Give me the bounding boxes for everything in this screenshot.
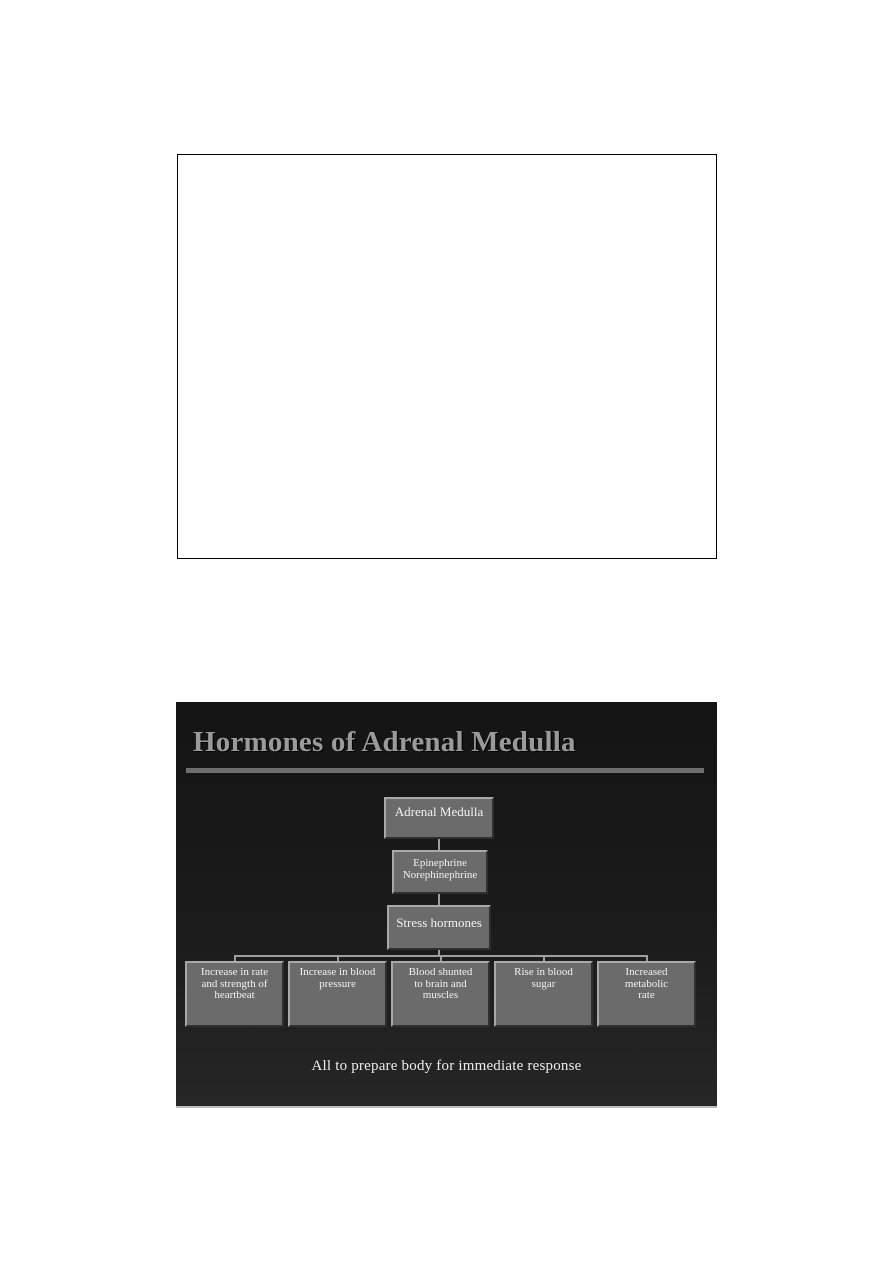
title-divider <box>186 768 704 773</box>
node-stress-hormones-label: Stress hormones <box>396 915 482 930</box>
effect-line: rate <box>638 989 655 1002</box>
node-hormone-line-1: Epinephrine <box>413 857 467 869</box>
effect-line: and strength of <box>201 977 268 990</box>
node-adrenal-medulla <box>384 797 494 839</box>
node-effect-blood-pressure <box>288 961 387 1027</box>
node-stress-hormones <box>387 905 491 950</box>
node-effect-blood-sugar <box>494 961 593 1027</box>
slide-title: Hormones of Adrenal Medulla <box>193 726 576 758</box>
effect-line: muscles <box>422 989 459 1002</box>
effect-line: sugar <box>531 977 556 990</box>
connector-root-hormones <box>438 839 440 850</box>
effect-line: metabolic <box>624 977 669 990</box>
node-effect-blood-shunted <box>391 961 490 1027</box>
node-hormone-line-2: Norephinephrine <box>402 868 478 881</box>
effect-line: to brain and <box>414 977 467 990</box>
slide-footer-text: All to prepare body for immediate response <box>311 1058 582 1074</box>
effect-line: heartbeat <box>214 989 255 1002</box>
node-effect-heartbeat <box>185 961 284 1027</box>
effect-line: Increase in rate <box>200 966 269 978</box>
effect-line: Increased <box>625 966 668 978</box>
effect-line: Increase in blood <box>299 966 376 978</box>
node-effect-metabolic-rate <box>597 961 696 1027</box>
effect-line: Blood shunted <box>408 966 473 978</box>
node-adrenal-medulla-label: Adrenal Medulla <box>394 804 484 819</box>
connector-hormones-stress <box>438 894 440 905</box>
effect-line: pressure <box>319 977 356 990</box>
slide-hormones-adrenal-medulla <box>176 702 717 1108</box>
blank-slide <box>177 154 717 559</box>
node-epinephrine-norephinephrine <box>392 850 488 894</box>
effect-line: Rise in blood <box>514 966 573 978</box>
